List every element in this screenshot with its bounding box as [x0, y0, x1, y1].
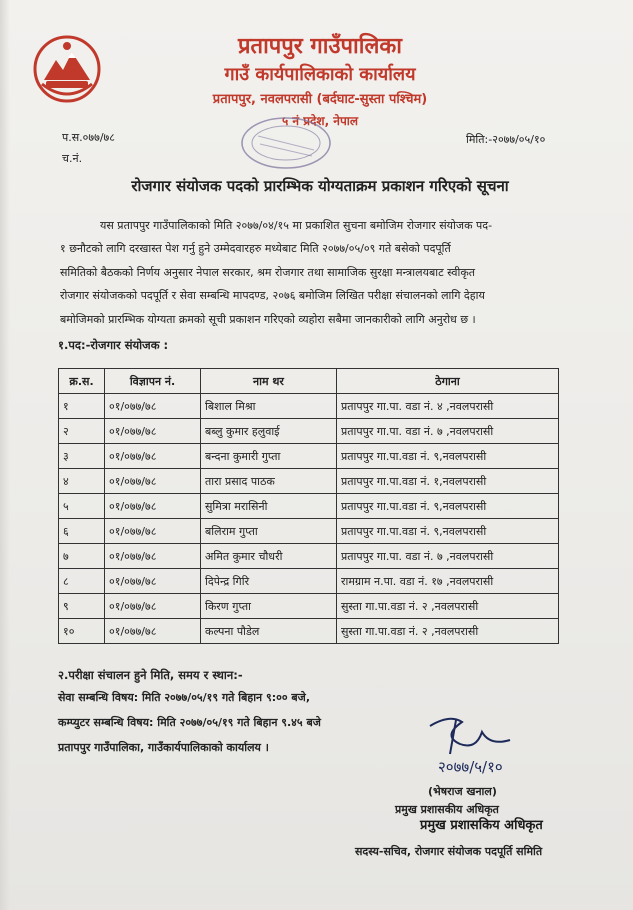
- cell-address: सुस्ता गा.पा.वडा नं. २ ,नवलपरासी: [337, 619, 559, 644]
- cell-address: प्रतापपुर गा.पा. वडा नं. ७ ,नवलपरासी: [337, 419, 559, 444]
- province-line: ५ नं प्रदेश, नेपाल: [281, 114, 359, 128]
- handwritten-signature: [420, 706, 540, 786]
- cell-serial: ८: [59, 569, 105, 594]
- cell-address: प्रतापपुर गा.पा. वडा नं. ७ ,नवलपरासी: [337, 544, 559, 569]
- table-row: [59, 394, 559, 419]
- cell-name: बलिराम गुप्ता: [201, 519, 337, 544]
- col-serial: क्र.स.: [59, 369, 105, 394]
- cell-name: बब्लु कुमार हलुवाई: [201, 419, 337, 444]
- candidate-table: [58, 368, 559, 644]
- cell-name: दिपेन्द्र गिरि: [201, 569, 337, 594]
- cell-address: प्रतापपुर गा.पा.वडा नं. ९,नवलपरासी: [337, 494, 559, 519]
- cell-name: तारा प्रसाद पाठक: [201, 469, 337, 494]
- cell-name: अमित कुमार चौधरी: [201, 544, 337, 569]
- body-line: बमोजिमको प्रारम्भिक योग्यता क्रमको सूची प्रकाशन गरिएको व्यहोरा सबैमा जानकारीको लागि अनुरोध छ ।: [60, 312, 476, 326]
- cell-address: रामग्राम न.पा. वडा नं. १७ ,नवलपरासी: [337, 569, 559, 594]
- cell-serial: १: [59, 394, 105, 419]
- body-line: रोजगार संयोजकको पदपूर्ति र सेवा सम्बन्धि मापदण्ड, २०७६ बमोजिम लिखित परीक्षा संचालनको लागि देहाय: [60, 289, 485, 303]
- table-row: [59, 494, 559, 519]
- signatory-title-stamp: प्रमुख प्रशासकिय अधिकृत: [420, 818, 543, 833]
- cell-name: कल्पना पौडेल: [201, 619, 337, 644]
- cell-advert-no: ०१/०७७/७८: [105, 419, 201, 444]
- exam-computer-line: कम्प्युटर सम्बन्धि विषय: मिति २०७७/०५/१९ गते बिहान ९.४५ बजे: [58, 716, 321, 729]
- page-edge-shadow: [0, 0, 10, 910]
- exam-heading: २.परीक्षा संचालन हुने मिति, समय र स्थान:-: [58, 668, 243, 682]
- cell-advert-no: ०१/०७७/७८: [105, 619, 201, 644]
- signatory-title: प्रमुख प्रशासकीय अधिकृत: [395, 803, 499, 816]
- notice-body: [60, 214, 560, 331]
- table-row: [59, 444, 559, 469]
- notice-title: रोजगार संयोजक पदको प्रारम्भिक योग्यताक्रम प्रकाशन गरिएको सूचना: [131, 177, 509, 195]
- cell-address: प्रतापपुर गा.पा.वडा नं. १,नवलपरासी: [337, 469, 559, 494]
- cell-address: प्रतापपुर गा.पा. वडा नं. ४ ,नवलपरासी: [337, 394, 559, 419]
- cell-serial: १०: [59, 619, 105, 644]
- notice-date: मिति:-२०७७/०५/१०: [466, 133, 546, 146]
- col-advert-no: विज्ञापन नं.: [105, 369, 201, 394]
- cell-advert-no: ०१/०७७/७८: [105, 544, 201, 569]
- office-stamp: [238, 114, 334, 172]
- committee-designation: सदस्य-सचिव, रोजगार संयोजक पदपूर्ति समिति: [355, 845, 543, 858]
- nepal-emblem-logo: [32, 34, 102, 104]
- cell-serial: ६: [59, 519, 105, 544]
- cell-address: प्रतापपुर गा.पा.वडा नं. ९,नवलपरासी: [337, 519, 559, 544]
- col-name: नाम थर: [201, 369, 337, 394]
- cell-serial: ३: [59, 444, 105, 469]
- cell-name: सुमित्रा मरासिनी: [201, 494, 337, 519]
- signature-date: २०७७/५/१०: [438, 758, 503, 776]
- municipality-name: प्रतापपुर गाउँपालिका: [238, 34, 402, 59]
- cell-address: सुस्ता गा.पा.वडा नं. २ ,नवलपरासी: [337, 594, 559, 619]
- cell-advert-no: ०१/०७७/७८: [105, 519, 201, 544]
- cell-advert-no: ०१/०७७/७८: [105, 494, 201, 519]
- table-row: [59, 619, 559, 644]
- body-line: १ छनौटको लागि दरखास्त पेश गर्नु हुने उम्मेदवारहरु मध्येबाट मिति २०७७/०५/०९ गते बसेको पदपूर्ति: [60, 242, 451, 256]
- cell-name: बिशाल मिश्रा: [201, 394, 337, 419]
- exam-service-line: सेवा सम्बन्धि विषय: मिति २०७७/०५/१९ गते बिहान ९:०० बजे,: [58, 691, 311, 704]
- body-line: समितिको बैठकको निर्णय अनुसार नेपाल सरकार, श्रम रोजगार तथा सामाजिक सुरक्षा मन्त्रालयबाट स्वीकृत: [60, 265, 476, 279]
- cell-advert-no: ०१/०७७/७८: [105, 569, 201, 594]
- cell-advert-no: ०१/०७७/७८: [105, 594, 201, 619]
- table-header-row: [59, 369, 559, 394]
- cell-serial: ५: [59, 494, 105, 519]
- body-line: यस प्रतापपुर गाउँपालिकाको मिति २०७७/०४/१५ मा प्रकाशित सुचना बमोजिम रोजगार संयोजक पद-: [100, 219, 493, 232]
- table-row: [59, 519, 559, 544]
- cell-name: किरण गुप्ता: [201, 594, 337, 619]
- post-heading: १.पद:-रोजगार संयोजक :: [58, 338, 169, 352]
- office-name: गाउँ कार्यपालिकाको कार्यालय: [224, 64, 416, 85]
- table-row: [59, 469, 559, 494]
- col-address: ठेगाना: [337, 369, 559, 394]
- table-row: [59, 544, 559, 569]
- cell-address: प्रतापपुर गा.पा.वडा नं. ९,नवलपरासी: [337, 444, 559, 469]
- signatory-name: (भेषराज खनाल): [428, 785, 497, 798]
- cell-advert-no: ०१/०७७/७८: [105, 469, 201, 494]
- cell-name: बन्दना कुमारी गुप्ता: [201, 444, 337, 469]
- cell-serial: ४: [59, 469, 105, 494]
- exam-venue-line: प्रतापपुर गाउँपालिका, गाउँकार्यपालिकाको कार्यालय ।: [58, 741, 269, 754]
- table-row: [59, 419, 559, 444]
- cell-serial: २: [59, 419, 105, 444]
- reference-number: प.स.०७७/७८: [62, 131, 115, 144]
- table-row: [59, 569, 559, 594]
- office-address: प्रतापपुर, नवलपरासी (बर्दघाट-सुस्ता पश्चिम): [212, 92, 428, 107]
- table-row: [59, 594, 559, 619]
- cell-advert-no: ०१/०७७/७८: [105, 394, 201, 419]
- cell-serial: ९: [59, 594, 105, 619]
- dispatch-number: च.नं.: [62, 152, 83, 165]
- cell-advert-no: ०१/०७७/७८: [105, 444, 201, 469]
- cell-serial: ७: [59, 544, 105, 569]
